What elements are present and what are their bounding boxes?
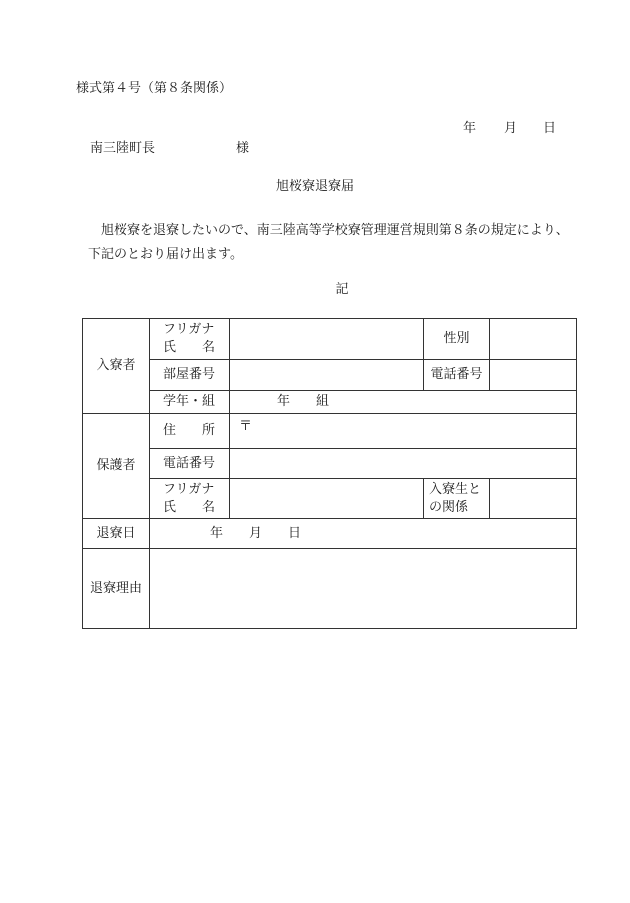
relation-label <box>424 479 490 519</box>
body-line-1: 旭桜寮を退寮したいので、南三陸高等学校寮管理運営規則第８条の規定により、 <box>101 223 569 238</box>
guardian-phone-label: 電話番号 <box>150 449 230 479</box>
grade-class-label: 学年・組 <box>150 391 230 414</box>
boarder-name-label-b: 名 <box>201 340 215 355</box>
grade-class-field[interactable] <box>230 391 577 414</box>
addressee-name: 南三陸町長 <box>90 141 156 156</box>
grade-unit-label: 年 <box>277 394 291 409</box>
guardian-address-label-a: 住 <box>163 423 177 438</box>
document-title: 旭桜寮退寮届 <box>275 179 354 194</box>
boarder-phone-label: 電話番号 <box>424 360 490 391</box>
relation-field[interactable] <box>490 479 577 519</box>
relation-label-line-1: 入寮生と <box>429 481 482 497</box>
postal-mark: 〒 <box>239 419 253 434</box>
boarder-section-label: 入寮者 <box>83 319 150 414</box>
guardian-name-field[interactable] <box>230 479 424 519</box>
class-unit-label: 組 <box>316 394 330 409</box>
leave-date-month-label: 月 <box>249 525 263 541</box>
date-day-label: 日 <box>543 121 557 136</box>
boarder-phone-field[interactable] <box>490 360 577 391</box>
boarder-furigana-label: フリガナ <box>163 322 215 337</box>
boarder-name-field[interactable] <box>230 319 424 360</box>
body-text <box>88 219 588 267</box>
withdrawal-form-table <box>82 318 577 629</box>
leave-reason-field[interactable] <box>150 549 577 629</box>
boarder-gender-label: 性別 <box>424 319 490 360</box>
leave-date-label: 退寮日 <box>83 519 150 549</box>
leave-date-field[interactable] <box>150 519 577 549</box>
leave-date-day-label: 日 <box>288 525 302 541</box>
guardian-name-label <box>150 479 230 519</box>
room-number-field[interactable] <box>230 360 424 391</box>
room-number-label: 部屋番号 <box>150 360 230 391</box>
addressee-honorific: 様 <box>236 141 250 156</box>
leave-date-year-label: 年 <box>210 525 224 541</box>
date-month-label: 月 <box>504 121 518 136</box>
guardian-address-field[interactable] <box>230 414 577 449</box>
guardian-name-label-a: 氏 <box>163 499 177 515</box>
guardian-address-label-b: 所 <box>201 423 215 438</box>
body-line-2: 下記のとおり届け出ます。 <box>88 247 243 262</box>
form-number: 様式第４号（第８条関係） <box>76 81 233 96</box>
boarder-name-label <box>150 319 230 360</box>
addressee <box>90 141 250 156</box>
guardian-name-label-b: 名 <box>201 499 215 515</box>
ki-heading: 記 <box>335 282 349 297</box>
guardian-furigana-label: フリガナ <box>163 481 215 497</box>
guardian-section-label: 保護者 <box>83 414 150 519</box>
boarder-name-label-a: 氏 <box>163 340 177 355</box>
date-year-label: 年 <box>463 121 477 136</box>
leave-reason-label: 退寮理由 <box>83 549 150 629</box>
guardian-phone-field[interactable] <box>230 449 577 479</box>
relation-label-line-2: の関係 <box>429 499 469 515</box>
submission-date <box>463 122 556 135</box>
boarder-gender-field[interactable] <box>490 319 577 360</box>
guardian-address-label <box>150 414 230 449</box>
